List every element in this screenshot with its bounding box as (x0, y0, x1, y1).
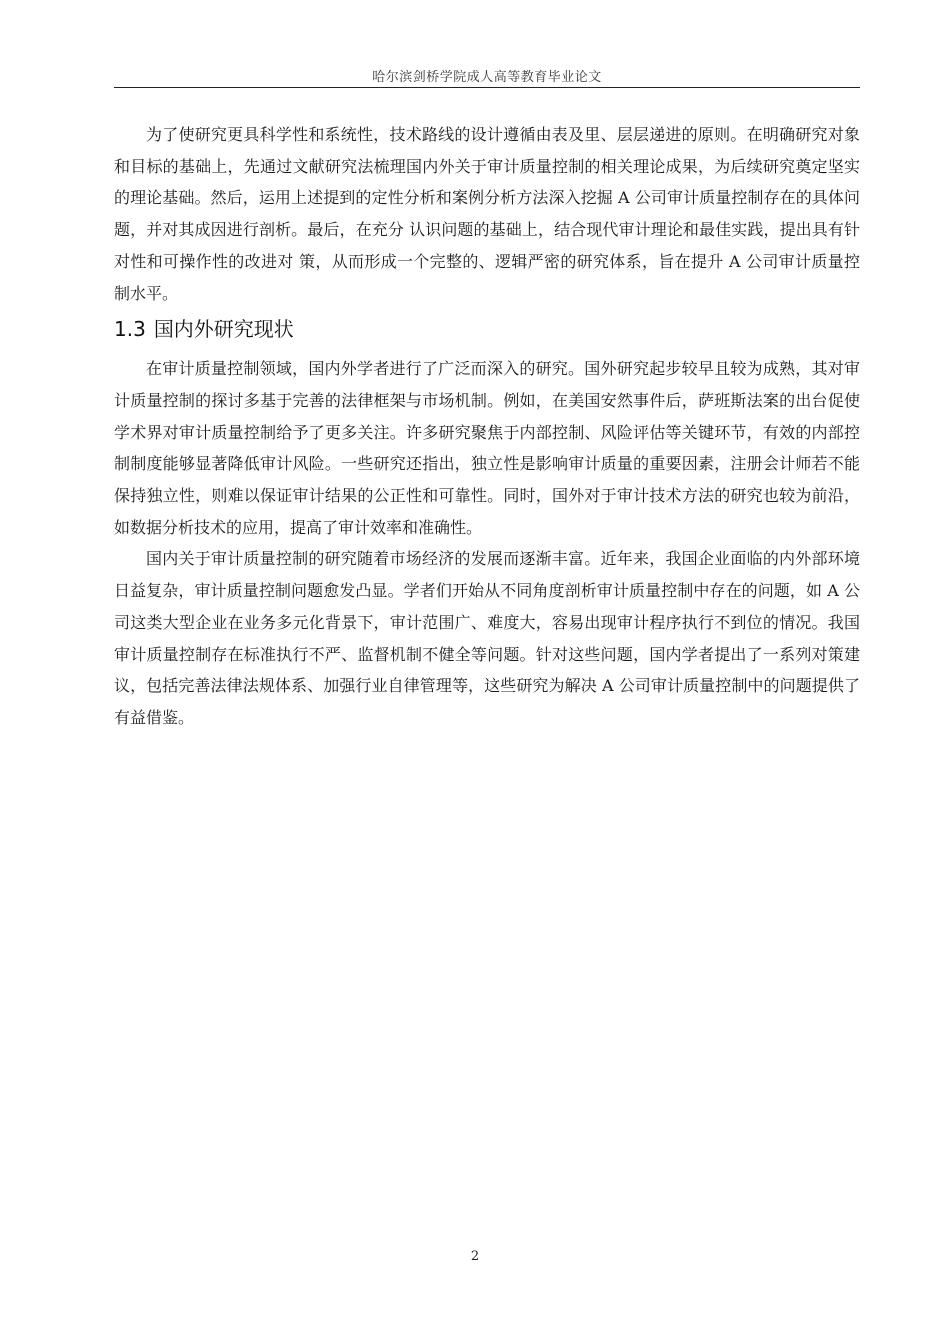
section-heading (114, 313, 860, 353)
section-title: 国内外研究现状 (153, 317, 294, 342)
paragraph-foreign-research: 在审计质量控制领域，国内外学者进行了广泛而深入的研究。国外研究起步较早且较为成熟，其对审计质量控制的探讨多基于完善的法律框架与市场机制。例如，在美国安然事件后，萨班斯法案的出台促使学术界对审计质量控制给予了更多关注。许多研究聚焦于内部控制、风险评估等关键环节，有效的内部控制制度能够显著降低审计风险。一些研究还指出，独立性是影响审计质量的重要因素，注册会计师若不能保持独立性，则难以保证审计结果的公正性和可靠性。同时，国外对于审计技术方法的研究也较为前沿，如数据分析技术的应用，提高了审计效率和准确性。 (114, 359, 860, 537)
page-body (114, 119, 860, 734)
page-number: 2 (470, 1249, 480, 1264)
section-number: 1.3 (114, 317, 146, 342)
paragraph-domestic-research: 国内关于审计质量控制的研究随着市场经济的发展而逐渐丰富。近年来，我国企业面临的内外部环境日益复杂，审计质量控制问题愈发凸显。学者们开始从不同角度剖析审计质量控制中存在的问题，如 A 公司这类大型企业在业务多元化背景下，审计范围广、难度大，容易出现审计程序执行不到位的情况。我国审计质量控制存在标准执行不严、监督机制不健全等问题。针对这些问题，国内学者提出了一系列对策建议，包括完善法律法规体系、加强行业自律管理等，这些研究为解决 A 公司审计质量控制中的问题提供了有益借鉴。 (114, 549, 860, 727)
paragraph-technical-route: 为了使研究更具科学性和系统性，技术路线的设计遵循由表及里、层层递进的原则。在明确研究对象和目标的基础上，先通过文献研究法梳理国内外关于审计质量控制的相关理论成果，为后续研究奠定坚实的理论基础。然后，运用上述提到的定性分析和案例分析方法深入挖掘 A 公司审计质量控制存在的具体问题，并对其成因进行剖析。最后，在充分 认识问题的基础上，结合现代审计理论和最佳实践，提出具有针对性和可操作性的改进对 策，从而形成一个完整的、逻辑严密的研究体系，旨在提升 A 公司审计质量控制水平。 (114, 125, 860, 303)
running-header: 哈尔滨剑桥学院成人高等教育毕业论文 (372, 70, 602, 85)
header-rule (114, 87, 860, 88)
